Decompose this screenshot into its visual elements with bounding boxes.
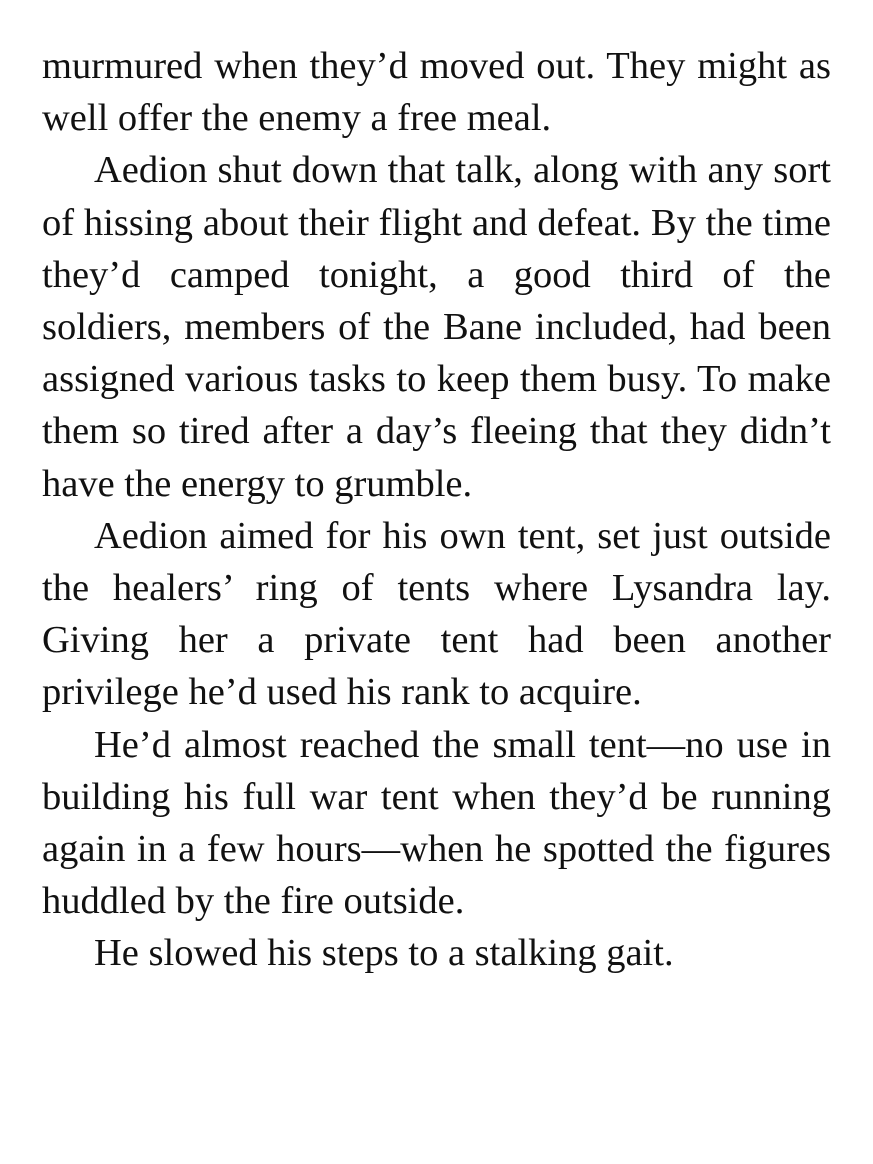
paragraph-2: Aedion shut down that talk, along with any sort of hissing about their flight and defeat. By the time they’d camped tonight, a good third of the soldiers, members of the Bane included, had been assigned various tasks to keep them busy. To make them so tired after a day’s fleeing that they didn’t have the energy to grumble. [42,149,831,505]
paragraph-4: He’d almost reached the small tent—no use in building his full war tent when they’d be running again in a few hours—when he spotted the figures huddled by the fire outside. [42,723,831,923]
paragraph-3: Aedion aimed for his own tent, set just outside the healers’ ring of tents where Lysandra lay. Giving her a private tent had been another privilege he’d used his rank to acquire. [42,514,831,714]
paragraph-1: murmured when they’d moved out. They might as well offer the enemy a free meal. [42,45,831,140]
paragraph-5: He slowed his steps to a stalking gait. [94,932,674,975]
book-page [42,40,831,980]
